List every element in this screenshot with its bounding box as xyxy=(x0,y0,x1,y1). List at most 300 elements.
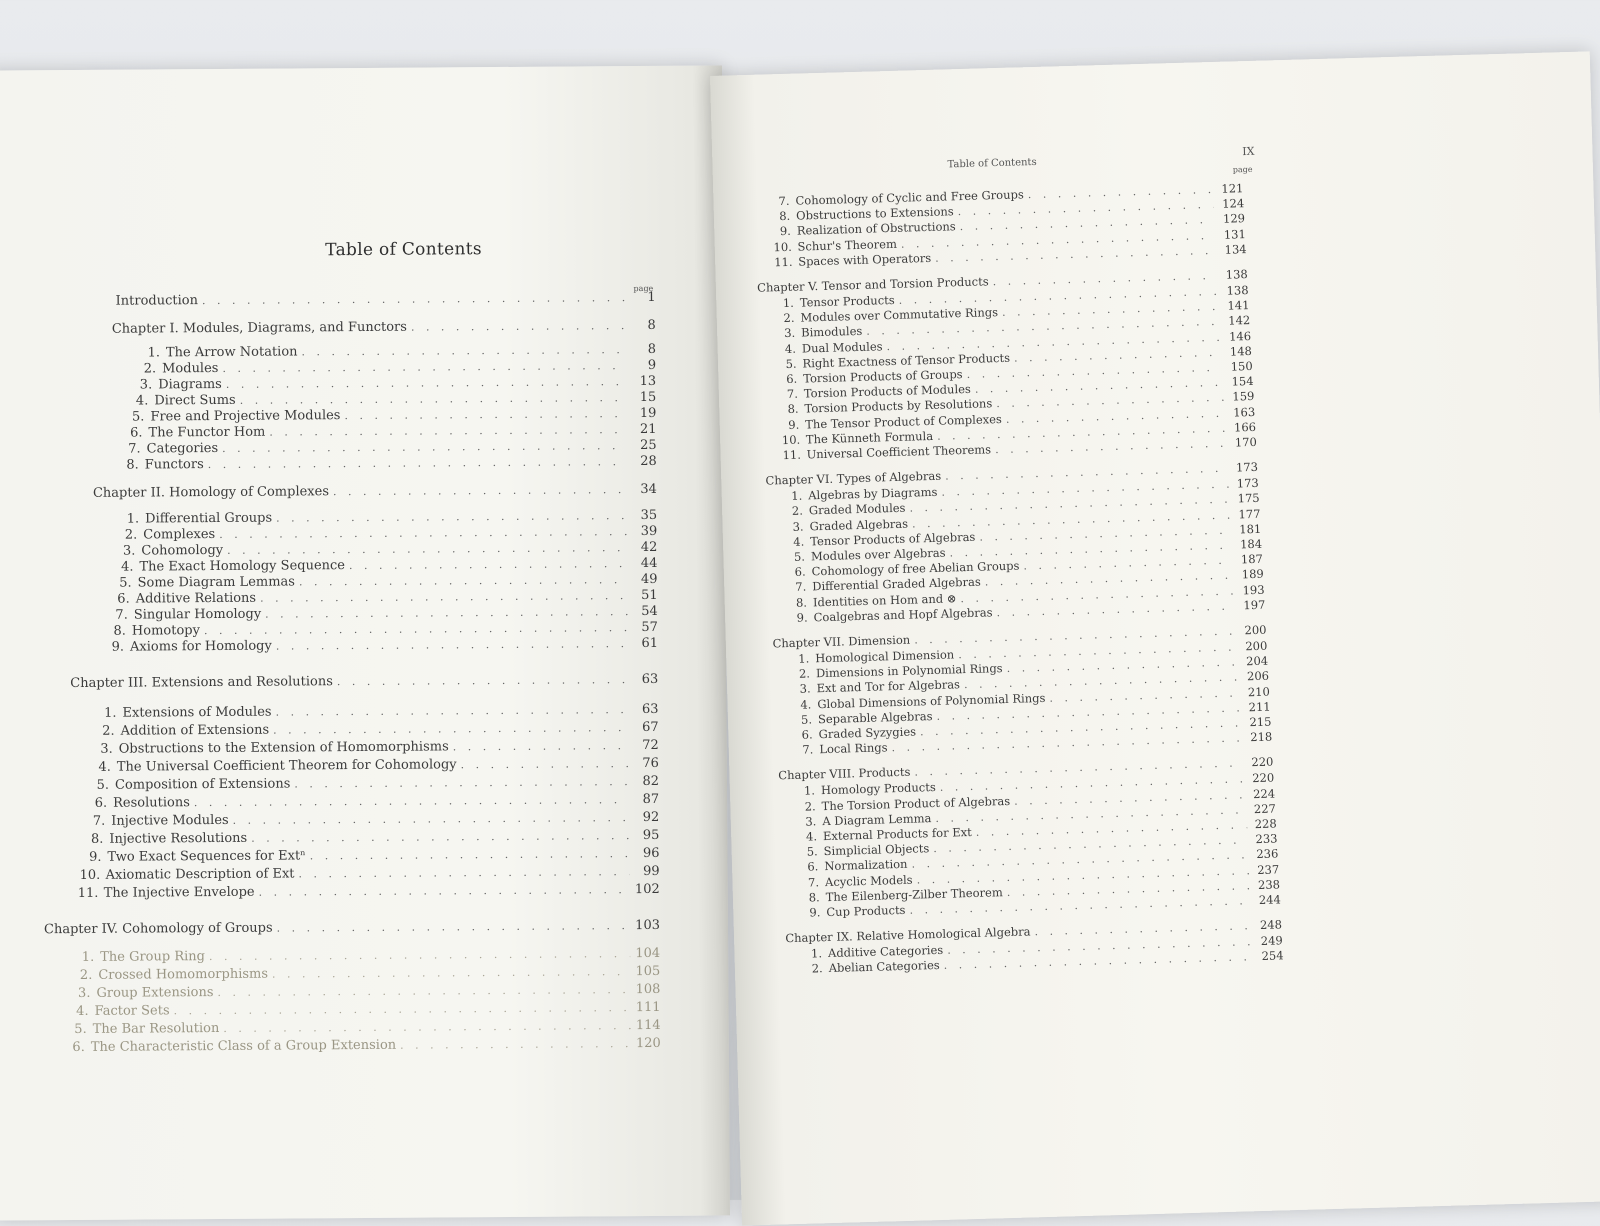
page-number: 173 xyxy=(1235,460,1259,475)
entry-title: Injective Modules xyxy=(111,812,229,829)
section-number: 6. xyxy=(72,1039,85,1056)
chapter-entry xyxy=(44,918,660,937)
page-number: 233 xyxy=(1255,831,1278,847)
section-number: 1. xyxy=(104,705,117,721)
entry-title: Torsion Products by Resolutions xyxy=(804,396,993,416)
entry-title: Resolutions xyxy=(113,795,190,811)
section-number: 6. xyxy=(807,859,819,874)
section-entry xyxy=(96,702,658,721)
section-number: 2. xyxy=(143,361,157,377)
dot-leader xyxy=(276,509,627,524)
section-number: 7. xyxy=(778,193,790,209)
page-number: 204 xyxy=(1246,653,1269,669)
entry-title: Chapter III. Extensions and Resolutions xyxy=(70,674,333,692)
dot-leader xyxy=(194,793,629,809)
section-entry xyxy=(119,454,657,473)
entry-title: Global Dimensions of Polynomial Rings xyxy=(817,690,1046,711)
entry-title: Graded Modules xyxy=(808,501,906,518)
entry-title: The Universal Coefficient Theorem for Cohomology xyxy=(116,757,457,775)
section-number: 8. xyxy=(113,623,126,639)
section-number: 9. xyxy=(779,224,792,239)
page-number: 227 xyxy=(1253,801,1277,816)
section-number: 7. xyxy=(92,813,106,829)
section-entry xyxy=(104,636,658,655)
entry-title: Ext and Tor for Algebras xyxy=(816,677,961,696)
section-number: 1. xyxy=(791,488,803,504)
page-number: 82 xyxy=(642,773,660,790)
dot-leader xyxy=(240,391,627,407)
dot-leader xyxy=(226,375,626,391)
dot-leader xyxy=(269,423,626,438)
section-number: 5. xyxy=(74,1021,87,1037)
right-page xyxy=(710,51,1600,1225)
entry-title: Graded Syzygies xyxy=(818,724,917,742)
section-number: 4. xyxy=(793,534,805,549)
page-number: 131 xyxy=(1223,226,1246,242)
page-number: 19 xyxy=(639,405,657,422)
page-number: 96 xyxy=(642,845,660,862)
page-number: 63 xyxy=(641,701,659,718)
page-column-label: page xyxy=(1232,164,1253,175)
dot-leader xyxy=(227,541,627,557)
section-number: 1. xyxy=(798,651,810,666)
entry-title: Injective Resolutions xyxy=(109,830,248,847)
entry-title: Bimodules xyxy=(801,324,863,340)
entry-title: Schur's Theorem xyxy=(797,236,898,254)
section-entry xyxy=(67,1018,661,1037)
page-number: 237 xyxy=(1257,862,1280,877)
section-number: 2. xyxy=(791,503,804,519)
section-number: 6. xyxy=(94,795,108,811)
section-number: 3. xyxy=(805,814,817,829)
section-number: 8. xyxy=(779,209,791,224)
section-number: 1. xyxy=(81,949,95,965)
chapter-entry xyxy=(93,482,657,501)
page-number: 163 xyxy=(1233,404,1256,420)
section-number: 11. xyxy=(782,447,802,463)
page-number: 215 xyxy=(1249,714,1272,730)
section-number: 6. xyxy=(117,591,130,607)
page-number: 200 xyxy=(1245,638,1268,654)
section-number: 6. xyxy=(801,727,813,742)
running-head: Table of Contents xyxy=(947,156,1037,171)
entry-title: Diagrams xyxy=(158,376,222,393)
page-number: 184 xyxy=(1239,536,1263,552)
page-number: 220 xyxy=(1251,754,1274,770)
chapter-entry xyxy=(112,318,656,337)
section-number: 9. xyxy=(89,849,102,865)
page-number: 35 xyxy=(640,507,658,524)
dot-leader xyxy=(344,407,626,422)
section-entry xyxy=(69,1000,661,1019)
entry-title: Homotopy xyxy=(131,623,201,639)
page-number: 42 xyxy=(640,539,658,556)
dot-leader xyxy=(272,965,630,981)
section-number: 9. xyxy=(788,417,800,432)
entry-title: Chapter IX. Relative Homological Algebra xyxy=(785,924,1031,946)
page-number: 104 xyxy=(635,945,661,962)
dot-leader xyxy=(310,847,630,862)
entry-title: The Eilenberg-Zilber Theorem xyxy=(825,884,1003,904)
entry-title: Graded Algebras xyxy=(809,516,909,533)
entry-title: Factor Sets xyxy=(94,1003,170,1019)
page-number: 142 xyxy=(1228,313,1251,329)
section-number: 5. xyxy=(800,712,813,727)
section-number: 5. xyxy=(793,549,806,564)
entry-title: Modules over Algebras xyxy=(810,545,946,564)
page-number: 173 xyxy=(1236,476,1259,491)
dot-leader xyxy=(299,573,628,588)
entry-title: Simplicial Objects xyxy=(823,841,930,859)
page-number: 49 xyxy=(640,571,658,588)
page-number: 210 xyxy=(1247,684,1270,699)
entry-title: Additive Categories xyxy=(827,943,944,961)
entry-title: Group Extensions xyxy=(96,985,214,1001)
section-number: 4. xyxy=(76,1003,89,1019)
section-number: 3. xyxy=(799,681,811,697)
page-number: 175 xyxy=(1237,491,1260,506)
dot-leader xyxy=(260,589,628,605)
dot-leader xyxy=(277,919,630,934)
page-number: 9 xyxy=(647,357,657,373)
entry-title: Torsion Products of Modules xyxy=(803,382,972,401)
dot-leader xyxy=(301,343,626,358)
entry-title: The Bar Resolution xyxy=(92,1020,220,1037)
toc-title: Table of Contents xyxy=(325,239,482,261)
page-number: 248 xyxy=(1259,917,1283,933)
page-number: 120 xyxy=(635,1035,661,1052)
page-number: 170 xyxy=(1234,434,1258,450)
entry-title: Chapter VIII. Products xyxy=(778,765,911,783)
page-number: 108 xyxy=(635,981,661,998)
page-number: 187 xyxy=(1240,551,1264,567)
dot-leader xyxy=(219,525,627,541)
entry-title: Chapter I. Modules, Diagrams, and Functors xyxy=(111,319,407,337)
entry-title: Dual Modules xyxy=(801,338,883,356)
section-number: 2. xyxy=(783,310,795,326)
entry-title: Chapter IV. Cohomology of Groups xyxy=(43,920,273,938)
section-entry xyxy=(80,864,660,883)
page-number: 15 xyxy=(639,389,657,406)
section-number: 3. xyxy=(792,519,804,534)
page-number: 141 xyxy=(1227,298,1250,313)
page-number: 121 xyxy=(1221,181,1244,196)
page-number: 150 xyxy=(1230,358,1253,374)
dot-leader xyxy=(337,673,628,688)
entry-title: Normalization xyxy=(824,857,908,874)
entry-title: Extensions of Modules xyxy=(122,704,272,721)
section-number: 3. xyxy=(139,377,153,393)
section-entry xyxy=(95,720,659,739)
page-number: 95 xyxy=(642,827,660,844)
dot-leader xyxy=(400,1037,631,1052)
page-number: 124 xyxy=(1222,196,1245,211)
section-number: 1. xyxy=(803,783,816,799)
page-number: 236 xyxy=(1256,846,1279,862)
section-number: 11. xyxy=(774,254,793,270)
dot-leader xyxy=(202,291,626,307)
entry-title: Coalgebras and Hopf Algebras xyxy=(813,605,993,625)
page-number: 181 xyxy=(1239,521,1262,537)
dot-leader xyxy=(411,319,626,333)
page-number: 244 xyxy=(1258,892,1282,907)
section-entry xyxy=(70,982,660,1001)
page-number: 72 xyxy=(642,737,659,754)
dot-leader xyxy=(273,721,629,736)
dot-leader xyxy=(251,829,629,845)
section-number: 2. xyxy=(79,967,93,983)
entry-title: Separable Algebras xyxy=(817,708,933,727)
page-number: 21 xyxy=(639,421,657,438)
section-number: 2. xyxy=(798,666,811,681)
section-number: 4. xyxy=(98,759,111,775)
page-number: 34 xyxy=(640,481,657,498)
dot-leader xyxy=(333,483,627,498)
section-number: 9. xyxy=(796,610,808,625)
dot-leader xyxy=(204,621,628,637)
page-number: 13 xyxy=(639,373,657,390)
page-number: 238 xyxy=(1257,877,1281,892)
dot-leader xyxy=(461,757,629,771)
section-number: 8. xyxy=(787,402,799,417)
section-number: 5. xyxy=(96,777,110,793)
section-number: 2. xyxy=(124,527,138,543)
section-number: 4. xyxy=(121,559,134,575)
entry-title: The Characteristic Class of a Group Extension xyxy=(90,1037,397,1055)
section-number: 3. xyxy=(122,543,136,559)
section-number: 3. xyxy=(100,741,113,757)
entry-title: Modules over Commutative Rings xyxy=(800,305,999,325)
page-number: 159 xyxy=(1232,389,1255,404)
entry-title: Homological Dimension xyxy=(815,647,955,666)
section-number: 8. xyxy=(808,890,820,905)
section-entry xyxy=(78,882,660,901)
section-number: 5. xyxy=(119,575,132,591)
entry-title: Chapter VII. Dimension xyxy=(772,632,911,651)
entry-title: Abelian Categories xyxy=(828,958,940,976)
entry-title: Direct Sums xyxy=(154,392,236,409)
section-number: 3. xyxy=(77,985,91,1001)
page-number: 154 xyxy=(1231,374,1254,389)
entry-title: Cohomology of Cyclic and Free Groups xyxy=(795,187,1024,208)
section-number: 2. xyxy=(102,723,115,739)
entry-title: Cup Products xyxy=(826,902,906,920)
entry-title: Chapter VI. Types of Algebras xyxy=(765,468,942,488)
page-number: 148 xyxy=(1229,343,1253,359)
section-number: 8. xyxy=(795,595,808,610)
entry-title: The Injective Envelope xyxy=(103,884,255,901)
section-number: 7. xyxy=(802,742,814,757)
section-number: 1. xyxy=(782,295,795,311)
page-number: 224 xyxy=(1252,786,1276,801)
dot-leader xyxy=(294,775,629,790)
entry-title: Singular Homology xyxy=(133,606,262,623)
entry-title: External Products for Ext xyxy=(822,824,972,844)
page-number: 87 xyxy=(642,791,660,808)
page-number: 177 xyxy=(1238,506,1261,522)
page-number: 99 xyxy=(643,863,660,880)
dot-leader xyxy=(233,811,630,827)
section-number: 1. xyxy=(147,345,161,361)
section-entry xyxy=(74,946,660,965)
section-number: 4. xyxy=(800,697,812,712)
entry-title: Universal Coefficient Theorems xyxy=(806,442,992,462)
entry-title: Tensor Products of Algebras xyxy=(810,529,976,549)
folio-number: IX xyxy=(1242,144,1255,159)
entry-title: Cohomology of free Abelian Groups xyxy=(811,558,1020,579)
entry-title: The Functor Hom xyxy=(148,424,266,441)
entry-title: Addition of Extensions xyxy=(120,722,270,739)
entry-title: Chapter V. Tensor and Torsion Products xyxy=(756,274,989,295)
section-number: 10. xyxy=(781,432,801,447)
dot-leader xyxy=(174,1001,631,1017)
page-number: 54 xyxy=(641,603,658,620)
page-number: 218 xyxy=(1250,729,1273,745)
chapter-entry xyxy=(70,672,658,691)
section-number: 5. xyxy=(785,356,797,371)
section-number: 10. xyxy=(79,867,101,883)
section-number: 2. xyxy=(811,961,823,976)
entry-title: A Diagram Lemma xyxy=(822,810,932,828)
dot-leader xyxy=(298,865,629,880)
section-entry xyxy=(91,756,659,775)
section-number: 6. xyxy=(786,371,798,386)
page-column-label: page xyxy=(633,283,654,294)
page-number: 129 xyxy=(1222,211,1246,227)
section-entry xyxy=(89,774,659,793)
entry-title: Tensor Products xyxy=(799,292,895,310)
entry-title: The Künneth Formula xyxy=(805,428,934,447)
section-number: 1. xyxy=(126,511,140,527)
entry-title: Acyclic Models xyxy=(824,872,913,889)
section-number: 4. xyxy=(135,393,149,409)
entry-title: The Arrow Notation xyxy=(165,344,298,361)
section-number: 1. xyxy=(810,946,823,961)
entry-title: Realization of Obstructions xyxy=(796,219,956,239)
page-number: 249 xyxy=(1260,933,1283,949)
page-number: 138 xyxy=(1226,283,1249,298)
entry-title: Some Diagram Lemmas xyxy=(137,574,295,591)
section-number: 9. xyxy=(111,639,125,655)
entry-title: Local Rings xyxy=(819,740,888,757)
section-number: 7. xyxy=(807,874,820,890)
section-number: 6. xyxy=(794,564,806,580)
page-number: 254 xyxy=(1261,948,1284,964)
entry-title: Chapter II. Homology of Complexes xyxy=(92,484,330,501)
entry-title: Dimensions in Polynomial Rings xyxy=(815,661,1003,681)
section-entry xyxy=(83,828,659,847)
entry-title: Homology Products xyxy=(820,780,936,798)
entry-title: Torsion Products of Groups xyxy=(803,367,963,386)
page-number: 103 xyxy=(635,917,661,934)
entry-title: Obstructions to the Extension of Homomorphisms xyxy=(118,739,449,757)
page-number: 76 xyxy=(642,755,659,772)
section-number: 3. xyxy=(784,326,796,341)
section-entry xyxy=(85,810,659,829)
dot-leader xyxy=(222,439,627,455)
page-number: 39 xyxy=(640,523,658,540)
page-number: 134 xyxy=(1224,241,1247,257)
page-number: 146 xyxy=(1228,328,1252,344)
entry-title: Identities on Hom and ⊗ xyxy=(812,590,957,609)
entry-title: Introduction xyxy=(115,293,199,309)
dot-leader xyxy=(209,947,630,963)
page-number: 228 xyxy=(1254,816,1277,832)
section-number: 4. xyxy=(784,341,797,356)
dot-leader xyxy=(222,359,626,375)
section-number: 6. xyxy=(130,425,143,441)
section-number: 5. xyxy=(806,844,818,859)
entry-title: Spaces with Operators xyxy=(798,250,932,269)
entry-title: Additive Relations xyxy=(135,590,257,607)
entry-title: Crossed Homomorphisms xyxy=(98,966,269,983)
section-number: 7. xyxy=(128,441,141,457)
section-number: 4. xyxy=(805,829,818,844)
dot-leader xyxy=(265,605,628,621)
entry-title: The Exact Homology Sequence xyxy=(139,558,346,575)
page-number: 8 xyxy=(647,317,656,333)
dot-leader xyxy=(453,739,629,753)
entry-title: Axiomatic Description of Ext xyxy=(105,866,295,883)
dot-leader xyxy=(276,637,628,652)
dot-leader xyxy=(276,703,629,718)
section-number: 11. xyxy=(77,885,99,901)
page-number: 51 xyxy=(641,587,658,604)
section-entry xyxy=(65,1036,661,1055)
section-number: 8. xyxy=(126,457,139,473)
page-number: 63 xyxy=(641,671,659,688)
entry-title: Functors xyxy=(144,457,204,473)
section-number: 9. xyxy=(809,905,821,920)
entry-title: Categories xyxy=(146,440,219,457)
section-number: 10. xyxy=(773,239,793,254)
dot-leader xyxy=(217,983,630,999)
page-number: 200 xyxy=(1244,622,1267,638)
entry-title: The Group Ring xyxy=(100,949,206,965)
page-number: 105 xyxy=(635,963,661,980)
entry-title: The Tensor Product of Complexes xyxy=(805,411,1003,432)
entry-title: Two Exact Sequences for Extⁿ xyxy=(107,848,306,865)
entry-title: Composition of Extensions xyxy=(114,776,291,793)
section-entry xyxy=(81,846,659,865)
dot-leader xyxy=(259,883,630,899)
page-number: 166 xyxy=(1233,419,1257,435)
page-number: 67 xyxy=(641,719,659,736)
entry-title: Algebras by Diagrams xyxy=(808,485,938,503)
page-number: 102 xyxy=(634,881,660,898)
section-number: 5. xyxy=(131,409,145,425)
entry-title: Complexes xyxy=(143,526,216,543)
section-entry xyxy=(87,792,659,811)
page-number: 92 xyxy=(642,809,660,826)
section-number: 7. xyxy=(795,579,807,595)
page-number: 44 xyxy=(640,555,658,572)
entry-title: Modules xyxy=(162,360,219,377)
entry-title: Cohomology xyxy=(141,542,224,559)
entry-title: The Torsion Product of Algebras xyxy=(821,793,1011,813)
page-number: 114 xyxy=(635,1017,661,1034)
section-entry xyxy=(93,738,659,757)
dot-leader xyxy=(349,557,628,572)
page-number: 206 xyxy=(1246,669,1270,684)
chapter-entry xyxy=(116,290,656,309)
page-number: 197 xyxy=(1243,597,1266,613)
dot-leader xyxy=(223,1019,630,1035)
page-number: 193 xyxy=(1242,582,1265,597)
section-number: 2. xyxy=(804,798,816,814)
page-number: 189 xyxy=(1241,567,1264,582)
entry-title: Right Exactness of Tensor Products xyxy=(802,350,1011,371)
